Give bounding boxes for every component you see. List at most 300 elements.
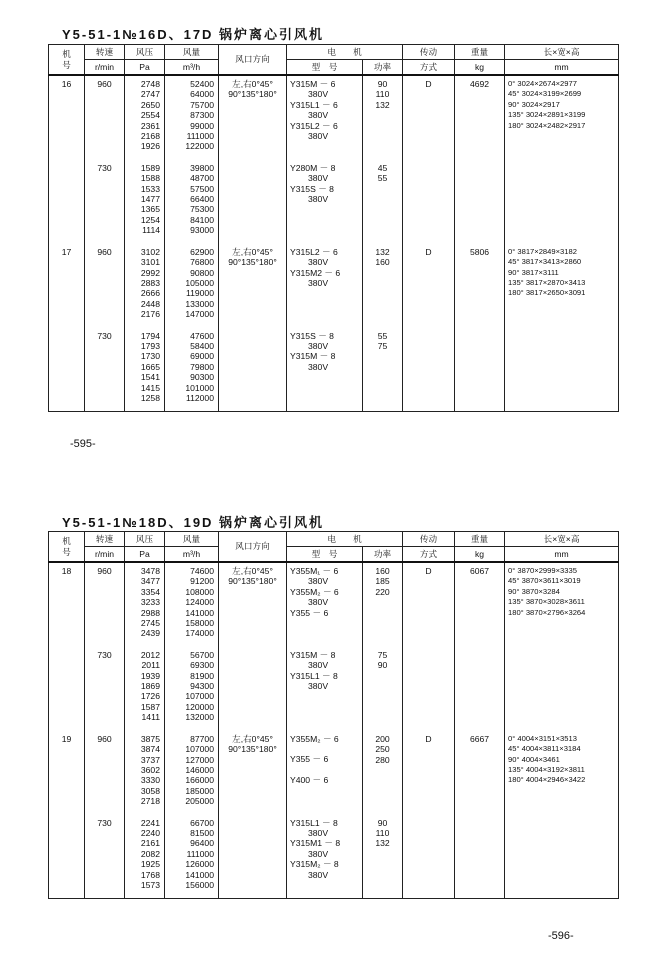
flow-value: 133000 bbox=[185, 298, 214, 309]
flow-value: 111000 bbox=[186, 131, 214, 142]
motor-model: Y280M － 8 bbox=[290, 162, 336, 173]
motor-type-cell bbox=[287, 244, 363, 328]
flow-value: 64000 bbox=[190, 89, 214, 100]
pressure-value: 3875 bbox=[140, 733, 160, 744]
motor-power-value: 55 bbox=[377, 330, 388, 341]
motor-power-value: 160 bbox=[375, 257, 390, 268]
weight-cell: 5806 bbox=[455, 244, 505, 328]
flow-value: 48700 bbox=[190, 173, 214, 184]
motor-power-value: 220 bbox=[375, 586, 390, 597]
motor-type-cell bbox=[287, 815, 363, 899]
flow-value: 90800 bbox=[190, 267, 214, 278]
motor-type-cell bbox=[287, 731, 363, 815]
motor-power-value: 75 bbox=[377, 340, 388, 351]
pressure-value: 1589 bbox=[140, 162, 160, 173]
pressure-value: 2012 bbox=[140, 649, 160, 660]
motor-power-cell bbox=[363, 815, 403, 899]
pressure-value: 2554 bbox=[140, 110, 160, 121]
pressure-value: 1415 bbox=[140, 382, 160, 393]
section-1 bbox=[0, 0, 650, 478]
flow-value: 141000 bbox=[185, 869, 214, 880]
motor-power-value: 280 bbox=[375, 754, 390, 765]
dimension-value: 45° 4004×3811×3184 bbox=[508, 744, 581, 754]
motor-power-cell bbox=[363, 731, 403, 815]
dimension-value: 0° 3817×2849×3182 bbox=[508, 246, 577, 256]
motor-power-value: 90 bbox=[377, 817, 388, 828]
pressure-value: 2241 bbox=[140, 817, 160, 828]
motor-voltage: 380V bbox=[308, 194, 329, 205]
flow-value: 99000 bbox=[190, 120, 214, 131]
pressure-cell bbox=[125, 731, 165, 815]
header-flow: 风量 bbox=[165, 532, 219, 547]
header-motor-power: 功率 bbox=[363, 547, 403, 563]
pressure-value: 1939 bbox=[140, 670, 160, 681]
outlet-cell bbox=[219, 815, 287, 899]
page-number: -596- bbox=[548, 930, 574, 942]
pressure-value: 1588 bbox=[140, 173, 160, 184]
pressure-value: 1587 bbox=[140, 701, 160, 712]
flow-value: 91200 bbox=[190, 576, 214, 587]
flow-value: 84100 bbox=[190, 214, 214, 225]
flow-cell bbox=[165, 731, 219, 815]
pressure-value: 2988 bbox=[140, 607, 160, 618]
flow-value: 69300 bbox=[190, 660, 214, 671]
flow-value: 111000 bbox=[186, 848, 214, 859]
motor-voltage: 380V bbox=[308, 848, 329, 859]
flow-value: 112000 bbox=[185, 392, 214, 403]
flow-value: 52400 bbox=[190, 79, 214, 89]
motor-voltage: 380V bbox=[308, 869, 329, 880]
dimensions-cell bbox=[505, 731, 619, 815]
flow-value: 126000 bbox=[185, 859, 214, 870]
dimension-value: 135° 4004×3192×3811 bbox=[508, 764, 585, 774]
outlet-value: 左,右0°45° bbox=[232, 566, 273, 576]
flow-value: 76800 bbox=[190, 257, 214, 268]
pressure-value: 3058 bbox=[140, 785, 160, 796]
header-weight: 重量 bbox=[455, 45, 505, 60]
flow-value: 94300 bbox=[190, 681, 214, 692]
flow-value: 174000 bbox=[185, 628, 214, 639]
motor-voltage: 380V bbox=[308, 827, 329, 838]
drive-cell: D bbox=[403, 244, 455, 328]
outlet-cell bbox=[219, 731, 287, 815]
pressure-value: 1411 bbox=[141, 712, 160, 723]
pressure-value: 3602 bbox=[140, 764, 160, 775]
section-title: Y5-51-1№18D、19D 锅炉离心引风机 bbox=[62, 515, 325, 530]
header-speed-unit: r/min bbox=[85, 547, 125, 563]
flow-value: 75300 bbox=[190, 204, 214, 215]
motor-power-value: 250 bbox=[375, 744, 390, 755]
header-motor: 电 机 bbox=[287, 45, 403, 60]
motor-power-value: 132 bbox=[375, 99, 390, 110]
motor-power-cell bbox=[363, 647, 403, 731]
flow-value: 81500 bbox=[190, 827, 214, 838]
table-row bbox=[49, 815, 619, 899]
pressure-value: 3354 bbox=[140, 586, 160, 597]
pressure-value: 1926 bbox=[140, 141, 160, 152]
header-motor-type: 型 号 bbox=[287, 60, 363, 76]
table-row bbox=[49, 160, 619, 244]
dimension-value: 135° 3870×3028×3611 bbox=[508, 597, 585, 607]
pressure-cell bbox=[125, 647, 165, 731]
motor-voltage-gap bbox=[290, 618, 362, 628]
motor-model: Y315M2 － 6 bbox=[290, 267, 341, 278]
outlet-value: 90°135°180° bbox=[228, 257, 277, 268]
dimension-value: 0° 4004×3151×3513 bbox=[508, 733, 577, 743]
pressure-value: 1869 bbox=[140, 681, 160, 692]
flow-value: 120000 bbox=[185, 701, 214, 712]
header-drive: 传动 bbox=[403, 45, 455, 60]
flow-value: 124000 bbox=[185, 597, 214, 608]
flow-value: 87300 bbox=[190, 110, 214, 121]
header-dims-unit: mm bbox=[505, 547, 619, 563]
speed-cell: 730 bbox=[85, 815, 125, 899]
motor-model: Y315L1 － 6 bbox=[290, 99, 338, 110]
outlet-value: 左,右0°45° bbox=[232, 246, 273, 257]
motor-model: Y315L2 － 6 bbox=[290, 120, 338, 131]
flow-value: 69000 bbox=[190, 351, 214, 362]
pressure-value: 2666 bbox=[140, 288, 160, 299]
motor-voltage: 380V bbox=[308, 173, 329, 184]
motor-voltage: 380V bbox=[308, 131, 329, 142]
pressure-value: 2082 bbox=[140, 848, 160, 859]
pressure-value: 2439 bbox=[140, 628, 160, 639]
motor-model: Y355 － 6 bbox=[290, 754, 329, 765]
dimensions-cell bbox=[505, 75, 619, 160]
pressure-value: 1794 bbox=[140, 330, 160, 341]
flow-value: 81900 bbox=[190, 670, 214, 681]
dimension-value: 180° 4004×2946×3422 bbox=[508, 775, 586, 785]
pressure-cell bbox=[125, 815, 165, 899]
drive-cell bbox=[403, 815, 455, 899]
outlet-cell bbox=[219, 328, 287, 412]
pressure-value: 2176 bbox=[140, 309, 160, 320]
motor-voltage: 380V bbox=[308, 257, 329, 268]
pressure-value: 2011 bbox=[141, 660, 160, 671]
pressure-cell bbox=[125, 160, 165, 244]
flow-value: 66700 bbox=[190, 817, 214, 828]
dimensions-cell bbox=[505, 160, 619, 244]
pressure-value: 1726 bbox=[140, 691, 160, 702]
pressure-value: 2748 bbox=[140, 79, 160, 89]
flow-cell bbox=[165, 75, 219, 160]
speed-cell: 960 bbox=[85, 75, 125, 160]
motor-voltage-gap bbox=[290, 765, 362, 775]
header-motor: 电 机 bbox=[287, 532, 403, 547]
pressure-value: 2745 bbox=[140, 618, 160, 629]
flow-value: 47600 bbox=[190, 330, 214, 341]
flow-value: 90300 bbox=[190, 372, 214, 383]
outlet-cell bbox=[219, 647, 287, 731]
motor-voltage: 380V bbox=[308, 110, 329, 121]
model-number-cell: 17 bbox=[49, 244, 85, 328]
pressure-value: 2168 bbox=[140, 131, 160, 142]
flow-value: 101000 bbox=[185, 382, 214, 393]
model-number-cell: 18 bbox=[49, 562, 85, 647]
motor-model: Y315M － 6 bbox=[290, 79, 336, 89]
motor-type-cell bbox=[287, 160, 363, 244]
flow-value: 166000 bbox=[185, 775, 214, 786]
flow-value: 147000 bbox=[185, 309, 214, 320]
header-drive: 传动 bbox=[403, 532, 455, 547]
motor-model: Y355M₂ － 6 bbox=[290, 733, 339, 744]
motor-model: Y315S － 8 bbox=[290, 330, 334, 341]
motor-voltage-gap bbox=[290, 786, 362, 796]
dimension-value: 45° 3870×3611×3019 bbox=[508, 576, 581, 586]
pressure-value: 1665 bbox=[140, 361, 160, 372]
motor-voltage: 380V bbox=[308, 361, 329, 372]
speed-cell: 960 bbox=[85, 562, 125, 647]
header-motor-type: 型 号 bbox=[287, 547, 363, 563]
motor-power-cell bbox=[363, 562, 403, 647]
dimension-value: 135° 3024×2891×3199 bbox=[508, 110, 586, 120]
dimension-value: 90° 3024×2917 bbox=[508, 99, 560, 109]
pressure-value: 2747 bbox=[140, 89, 160, 100]
flow-value: 141000 bbox=[185, 607, 214, 618]
table-row bbox=[49, 562, 619, 647]
model-number-cell bbox=[49, 815, 85, 899]
drive-cell bbox=[403, 328, 455, 412]
dimension-value: 135° 3817×2870×3413 bbox=[508, 277, 586, 287]
header-drive-sub: 方式 bbox=[403, 547, 455, 563]
header-outlet: 风口方向 bbox=[219, 532, 287, 563]
pressure-cell bbox=[125, 75, 165, 160]
flow-value: 79800 bbox=[190, 361, 214, 372]
weight-cell bbox=[455, 160, 505, 244]
dimension-value: 90° 3817×3111 bbox=[508, 267, 559, 277]
flow-value: 156000 bbox=[185, 879, 214, 890]
motor-model: Y400 － 6 bbox=[290, 775, 329, 786]
flow-cell bbox=[165, 647, 219, 731]
pressure-value: 1254 bbox=[140, 214, 160, 225]
table-row bbox=[49, 75, 619, 160]
flow-value: 119000 bbox=[185, 288, 214, 299]
motor-power-cell bbox=[363, 244, 403, 328]
header-motor-power: 功率 bbox=[363, 60, 403, 76]
pressure-value: 3101 bbox=[140, 257, 160, 268]
pressure-value: 2992 bbox=[140, 267, 160, 278]
motor-model: Y315L1 － 8 bbox=[290, 817, 338, 828]
pressure-value: 2650 bbox=[140, 99, 160, 110]
motor-power-value: 132 bbox=[375, 838, 390, 849]
motor-voltage: 380V bbox=[308, 681, 329, 692]
header-flow-unit: m³/h bbox=[165, 60, 219, 76]
speed-cell: 960 bbox=[85, 731, 125, 815]
flow-value: 66400 bbox=[190, 194, 214, 205]
dimension-value: 90° 3870×3284 bbox=[508, 586, 560, 596]
dimensions-cell bbox=[505, 328, 619, 412]
section-2 bbox=[0, 478, 650, 957]
motor-power-value: 90 bbox=[377, 660, 388, 671]
motor-type-cell bbox=[287, 328, 363, 412]
motor-model: Y355 － 6 bbox=[290, 607, 329, 618]
table-body bbox=[49, 562, 619, 899]
model-number-cell: 16 bbox=[49, 75, 85, 160]
header-weight-unit: kg bbox=[455, 60, 505, 76]
motor-model: Y315M － 8 bbox=[290, 351, 336, 362]
page-number: -595- bbox=[70, 438, 96, 450]
motor-power-value: 200 bbox=[375, 733, 390, 744]
flow-value: 57500 bbox=[190, 183, 214, 194]
pressure-value: 1793 bbox=[140, 340, 160, 351]
weight-cell bbox=[455, 647, 505, 731]
flow-value: 108000 bbox=[185, 586, 214, 597]
speed-cell: 730 bbox=[85, 647, 125, 731]
pressure-value: 1477 bbox=[140, 194, 160, 205]
pressure-value: 3102 bbox=[140, 246, 160, 257]
pressure-value: 1365 bbox=[140, 204, 160, 215]
header-pressure-unit: Pa bbox=[125, 60, 165, 76]
pressure-value: 3874 bbox=[140, 744, 160, 755]
flow-value: 74600 bbox=[190, 566, 214, 576]
motor-type-cell bbox=[287, 647, 363, 731]
dimensions-cell bbox=[505, 815, 619, 899]
motor-model: Y315S － 8 bbox=[290, 183, 334, 194]
pressure-value: 3477 bbox=[140, 576, 160, 587]
motor-type-cell bbox=[287, 75, 363, 160]
header-outlet: 风口方向 bbox=[219, 45, 287, 76]
motor-voltage: 380V bbox=[308, 576, 329, 587]
drive-cell: D bbox=[403, 562, 455, 647]
drive-cell bbox=[403, 160, 455, 244]
pressure-value: 2361 bbox=[140, 120, 160, 131]
flow-value: 58400 bbox=[190, 340, 214, 351]
drive-cell: D bbox=[403, 75, 455, 160]
header-model-no: 机 号 bbox=[49, 45, 85, 76]
pressure-value: 3737 bbox=[140, 754, 160, 765]
motor-model: Y315M₂ － 8 bbox=[290, 859, 339, 870]
outlet-value: 90°135°180° bbox=[228, 744, 277, 755]
flow-value: 56700 bbox=[190, 649, 214, 660]
flow-value: 39800 bbox=[190, 162, 214, 173]
pressure-value: 3233 bbox=[140, 597, 160, 608]
dimensions-cell bbox=[505, 647, 619, 731]
dimension-value: 180° 3817×2650×3091 bbox=[508, 288, 586, 298]
pressure-cell bbox=[125, 562, 165, 647]
outlet-value: 90°135°180° bbox=[228, 576, 277, 587]
outlet-value: 左,右0°45° bbox=[232, 79, 273, 89]
pressure-value: 2718 bbox=[140, 796, 160, 807]
header-pressure-unit: Pa bbox=[125, 547, 165, 563]
flow-value: 122000 bbox=[185, 141, 214, 152]
pressure-cell bbox=[125, 244, 165, 328]
flow-value: 107000 bbox=[185, 744, 214, 755]
header-pressure: 风压 bbox=[125, 532, 165, 547]
flow-value: 127000 bbox=[185, 754, 214, 765]
header-dims: 长×宽×高 bbox=[505, 45, 619, 60]
outlet-cell bbox=[219, 75, 287, 160]
motor-model: Y355M₁ － 6 bbox=[290, 566, 339, 576]
pressure-value: 3330 bbox=[140, 775, 160, 786]
dimensions-cell bbox=[505, 562, 619, 647]
header-speed: 转速 bbox=[85, 45, 125, 60]
model-number-cell: 19 bbox=[49, 731, 85, 815]
motor-model: Y315M1 － 8 bbox=[290, 838, 341, 849]
pressure-value: 1573 bbox=[140, 879, 160, 890]
dimension-value: 0° 3024×2674×2977 bbox=[508, 79, 577, 88]
table-row bbox=[49, 647, 619, 731]
flow-value: 146000 bbox=[185, 764, 214, 775]
motor-power-value: 160 bbox=[375, 566, 390, 576]
motor-power-cell bbox=[363, 160, 403, 244]
weight-cell: 6067 bbox=[455, 562, 505, 647]
pressure-value: 2883 bbox=[140, 277, 160, 288]
motor-power-value: 132 bbox=[375, 246, 390, 257]
header-pressure: 风压 bbox=[125, 45, 165, 60]
flow-value: 132000 bbox=[185, 712, 214, 723]
flow-value: 107000 bbox=[185, 691, 214, 702]
section-title: Y5-51-1№16D、17D 锅炉离心引风机 bbox=[62, 27, 325, 42]
flow-value: 93000 bbox=[190, 225, 214, 236]
header-dims: 长×宽×高 bbox=[505, 532, 619, 547]
model-number-cell bbox=[49, 328, 85, 412]
drive-cell: D bbox=[403, 731, 455, 815]
spec-table bbox=[48, 44, 619, 412]
motor-power-value: 110 bbox=[375, 89, 390, 100]
table-body bbox=[49, 75, 619, 412]
motor-power-value: 90 bbox=[377, 79, 388, 89]
flow-cell bbox=[165, 244, 219, 328]
flow-value: 87700 bbox=[190, 733, 214, 744]
drive-cell bbox=[403, 647, 455, 731]
motor-voltage: 380V bbox=[308, 89, 329, 100]
pressure-cell bbox=[125, 328, 165, 412]
flow-value: 185000 bbox=[185, 785, 214, 796]
flow-value: 158000 bbox=[185, 618, 214, 629]
header-speed: 转速 bbox=[85, 532, 125, 547]
motor-power-cell bbox=[363, 75, 403, 160]
motor-power-value: 75 bbox=[377, 649, 388, 660]
speed-cell: 960 bbox=[85, 244, 125, 328]
dimension-value: 45° 3024×3199×2699 bbox=[508, 89, 582, 99]
flow-cell bbox=[165, 562, 219, 647]
motor-voltage: 380V bbox=[308, 340, 329, 351]
table-row bbox=[49, 244, 619, 328]
outlet-cell bbox=[219, 244, 287, 328]
motor-power-value: 55 bbox=[377, 173, 388, 184]
pressure-value: 2161 bbox=[140, 838, 160, 849]
table-row bbox=[49, 328, 619, 412]
dimension-value: 0° 3870×2999×3335 bbox=[508, 566, 577, 575]
motor-voltage: 380V bbox=[308, 660, 329, 671]
flow-value: 75700 bbox=[190, 99, 214, 110]
pressure-value: 2448 bbox=[140, 298, 160, 309]
header-weight: 重量 bbox=[455, 532, 505, 547]
header-model-no: 机 号 bbox=[49, 532, 85, 563]
pressure-value: 1258 bbox=[140, 392, 160, 403]
header-flow: 风量 bbox=[165, 45, 219, 60]
header-weight-unit: kg bbox=[455, 547, 505, 563]
dimension-value: 180° 3024×2482×2917 bbox=[508, 120, 586, 130]
weight-cell bbox=[455, 815, 505, 899]
motor-model: Y315L2 － 6 bbox=[290, 246, 338, 257]
flow-value: 96400 bbox=[190, 838, 214, 849]
speed-cell: 730 bbox=[85, 160, 125, 244]
pressure-value: 2240 bbox=[140, 827, 160, 838]
pressure-value: 1114 bbox=[142, 225, 160, 236]
flow-cell bbox=[165, 328, 219, 412]
dimensions-cell bbox=[505, 244, 619, 328]
model-number-cell bbox=[49, 160, 85, 244]
motor-power-value: 110 bbox=[375, 827, 390, 838]
weight-cell bbox=[455, 328, 505, 412]
motor-voltage-gap bbox=[290, 744, 362, 754]
pressure-value: 1533 bbox=[140, 183, 160, 194]
pressure-value: 1730 bbox=[140, 351, 160, 362]
model-number-cell bbox=[49, 647, 85, 731]
pressure-value: 1541 bbox=[140, 372, 160, 383]
speed-cell: 730 bbox=[85, 328, 125, 412]
